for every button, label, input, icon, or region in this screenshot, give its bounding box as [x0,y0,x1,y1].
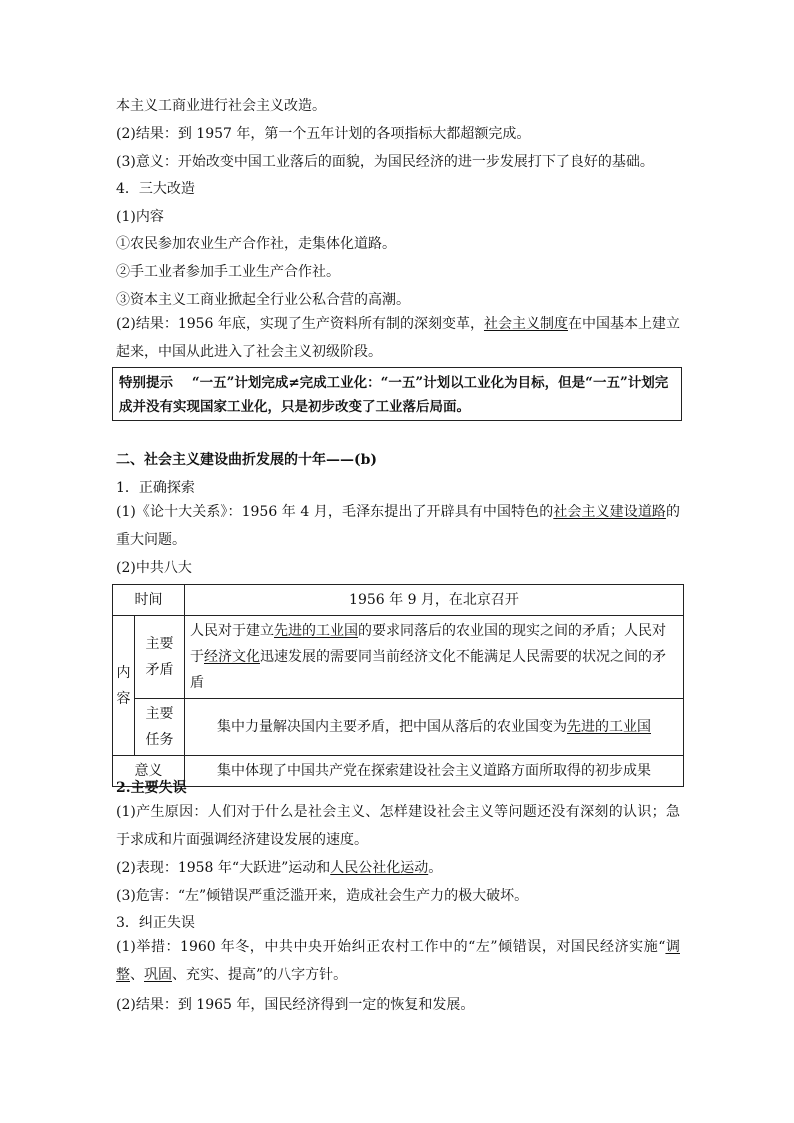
content-label: (1)内容 [116,209,164,225]
underlined-term: 人民公社化运动 [330,860,429,876]
harm-line: (3)危害：“左”倾错误严重泛滥开来，造成社会生产力的极大破坏。 [116,888,529,904]
table-row [113,616,684,699]
subheading-2: 2.主要失误 [116,780,187,796]
significance-value: 集中体现了中国共产党在探索建设社会主义道路方面所取得的初步成果 [185,756,684,787]
measures-paragraph: (1)举措：1960 年冬，中共中央开始纠正农村工作中的“左”倾错误，对国民经济实施“调整、巩固、充实、提高”的八字方针。 [116,939,680,983]
subheading-1: 1．正确探索 [116,480,195,496]
tip-label: 特别提示 [119,375,173,391]
eighth-congress-table [112,584,684,787]
underlined-term: 社会主义制度 [483,316,568,332]
cause-paragraph: (1)产生原因：人们对于什么是社会主义、怎样建设社会主义等问题还没有深刻的认识；急于求成和片面强调经济建设发展的速度。 [116,804,680,848]
underlined-term: 巩固 [144,967,172,983]
task-label: 主要任务 [135,699,185,756]
eighth-congress-label: (2)中共八大 [116,560,192,576]
task-value: 集中力量解决国内主要矛盾，把中国从落后的农业国变为先进的工业国 [185,699,684,756]
conflict-value: 人民对于建立先进的工业国的要求同落后的农业国的现实之间的矛盾；人民对于经济文化迅速发展的需要同当前经济文化不能满足人民需要的状况之间的矛盾 [185,616,684,699]
show-line: (2)表现：1958 年“大跃进”运动和人民公社化运动。 [116,860,443,876]
table-row [113,756,684,787]
table-row [113,699,684,756]
tip-text: “一五”计划完成≠完成工业化：“一五”计划以工业化为目标，但是“一五”计划完成并没有实现国家工业化，只是初步改变了工业落后局面。 [119,375,669,415]
list-item: ②手工业者参加手工业生产合作社。 [116,264,340,280]
underlined-term: 社会主义建设道路 [553,504,667,520]
content-label: 内容 [113,616,135,756]
underlined-term: 调整 [116,939,680,983]
section-heading-2: 二、社会主义建设曲折发展的十年——(b) [116,452,378,468]
table-row [113,585,684,616]
section-heading-4: 4．三大改造 [116,181,195,197]
result-paragraph: (2)结果：1956 年底，实现了生产资料所有制的深刻变革，社会主义制度在中国基本上建立起来，中国从此进入了社会主义初级阶段。 [116,316,680,360]
list-item: ①农民参加农业生产合作社，走集体化道路。 [116,236,396,252]
time-value: 1956 年 9 月，在北京召开 [185,585,684,616]
list-item: ③资本主义工商业掀起全行业公私合营的高潮。 [116,292,410,308]
meaning-line: (3)意义：开始改变中国工业落后的面貌，为国民经济的进一步发展打下了良好的基础。 [116,154,654,170]
significance-label: 意义 [113,756,185,787]
result-line: (2)结果：到 1965 年，国民经济得到一定的恢复和发展。 [116,997,475,1013]
conflict-label: 主要矛盾 [135,616,185,699]
result-line: (2)结果：到 1957 年，第一个五年计划的各项指标大都超额完成。 [116,126,531,142]
tip-box [112,367,682,421]
text-line: 本主义工商业进行社会主义改造。 [116,98,326,114]
subheading-3: 3．纠正失误 [116,915,195,931]
exploration-paragraph: (1)《论十大关系》：1956 年 4 月，毛泽东提出了开辟具有中国特色的社会主义建设道路的重大问题。 [116,504,681,548]
time-label: 时间 [113,585,185,616]
